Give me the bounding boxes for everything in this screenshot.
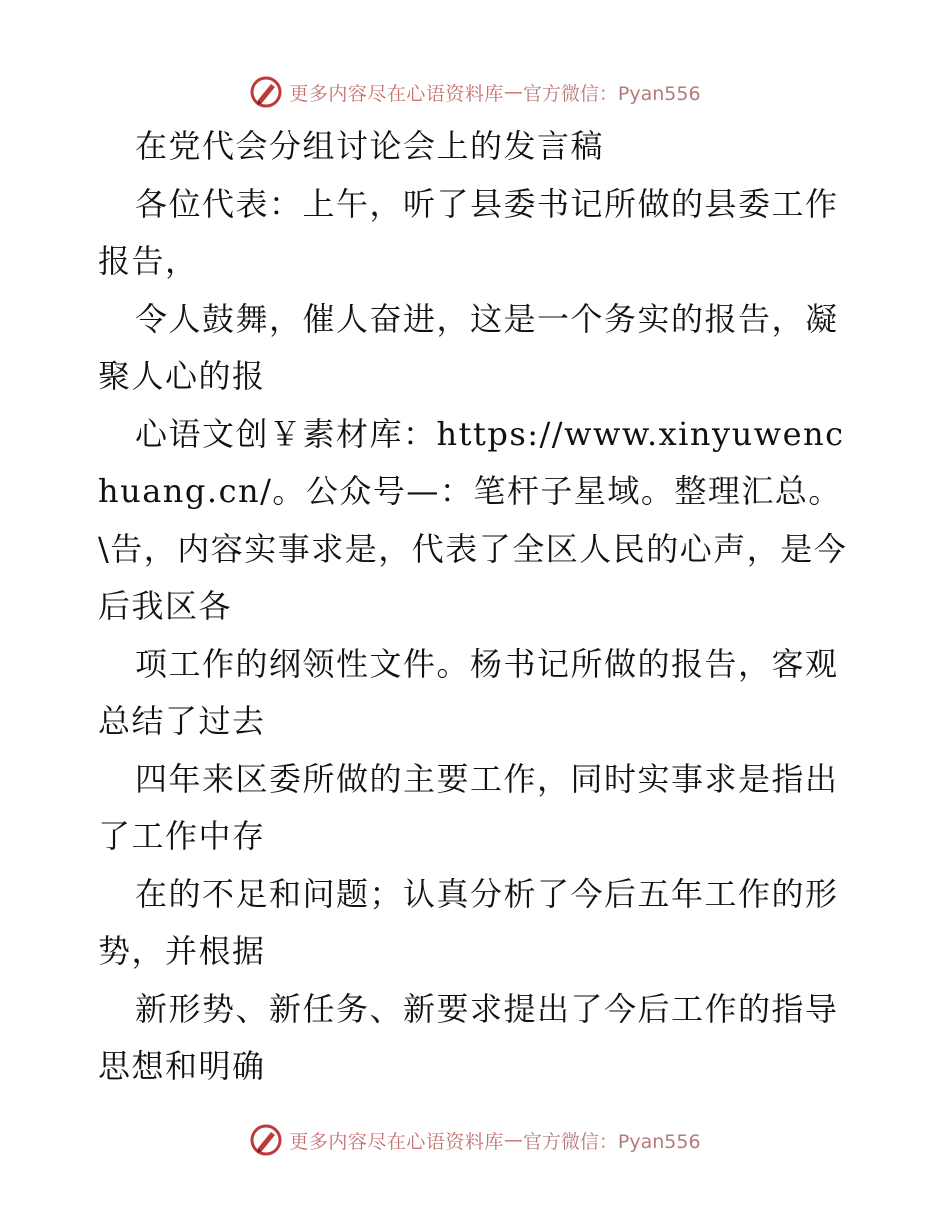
paragraph: 各位代表：上午，听了县委书记所做的县委工作报告， [98,184,839,280]
pen-logo-icon [249,75,283,109]
paragraph: 在的不足和问题；认真分析了今后五年工作的形势，并根据 [98,874,839,970]
banner-sub-text: 官方微信：Pyan556 [522,1130,701,1153]
banner-main-text: 更多内容尽在心语资料库 [289,82,504,105]
header-watermark-banner [0,72,950,112]
banner-dash: — [503,81,523,103]
document-body [98,118,858,1096]
paragraph: 令人鼓舞，催人奋进，这是一个务实的报告，凝聚人心的报 [98,299,839,395]
pen-logo-icon [249,1123,283,1157]
footer-watermark-banner [0,1120,950,1160]
paragraph: 心语文创￥素材库：https://www.xinyuwenchuang.cn/。公众号—：笔杆子星域。整理汇总。\告，内容实事求是，代表了全区人民的心声，是今后我区各 [98,414,848,625]
paragraph-title: 在党代会分组讨论会上的发言稿 [135,127,605,165]
banner-sub-text: 官方微信：Pyan556 [522,82,701,105]
banner-main-text: 更多内容尽在心语资料库 [289,1130,504,1153]
paragraph: 四年来区委所做的主要工作，同时实事求是指出了工作中存 [98,759,839,855]
paragraph: 新形势、新任务、新要求提出了今后工作的指导思想和明确 [98,989,839,1085]
banner-dash: — [503,1129,523,1151]
paragraph: 项工作的纲领性文件。杨书记所做的报告，客观总结了过去 [98,644,839,740]
